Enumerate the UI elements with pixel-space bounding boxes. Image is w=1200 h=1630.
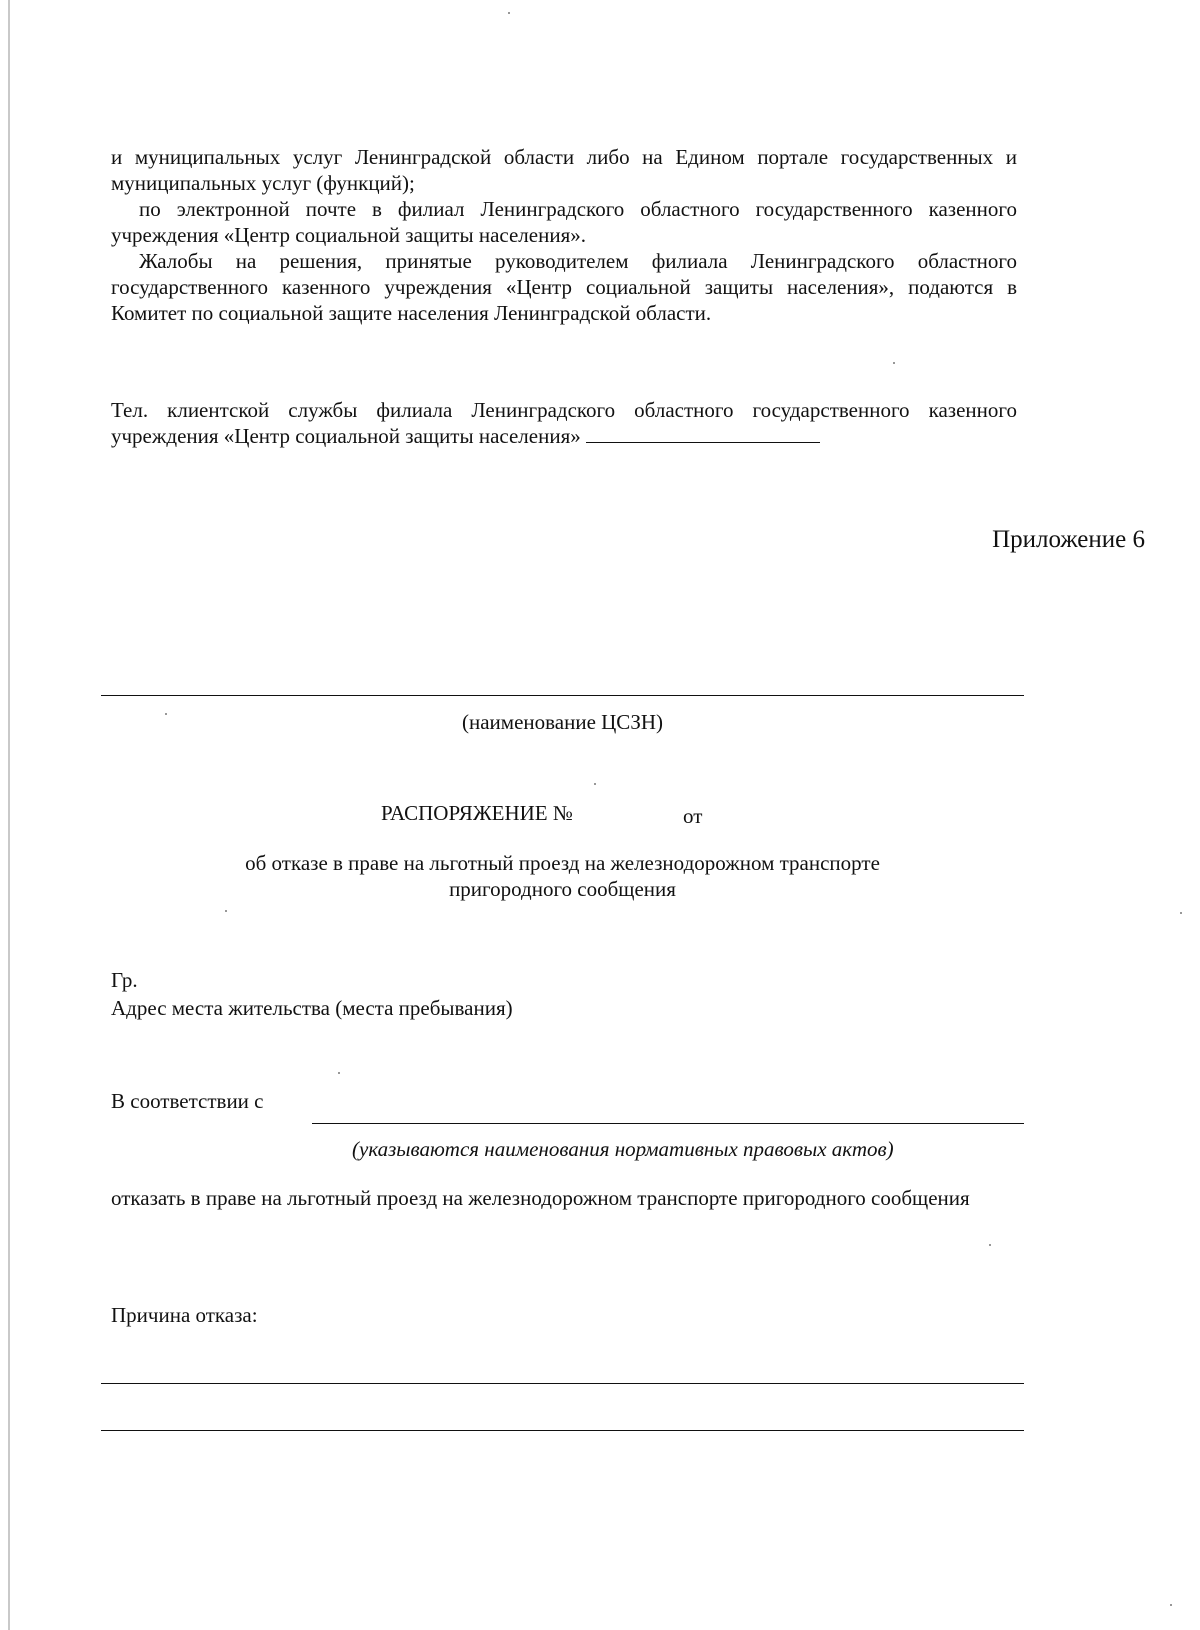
phone-line [111, 397, 1017, 449]
scan-speck [1170, 1604, 1172, 1606]
reason-label: Причина отказа: [111, 1303, 258, 1327]
phone-blank-field [586, 426, 820, 443]
phone-line-text: Тел. клиентской службы филиала Ленинградского областного государственного казенного учреждения «Центр социальной защиты населения» [111, 398, 1017, 448]
paragraph-email-channel: по электронной почте в филиал Ленинградского областного государственного казенного учреждения «Центр социальной защиты населения». [111, 197, 1017, 247]
scan-speck [338, 1072, 340, 1074]
org-name-caption: (наименование ЦСЗН) [462, 710, 663, 734]
decree-subject-line1: об отказе в праве на льготный проезд на железнодорожном транспорте [245, 851, 880, 875]
scan-speck [165, 713, 167, 715]
reason-line-1 [101, 1383, 1024, 1384]
paragraph-channels-continued: и муниципальных услуг Ленинградской области либо на Едином портале государственных и муниципальных услуг (функций); [111, 145, 1017, 195]
scan-speck [225, 910, 227, 912]
citizen-label: Гр. [111, 968, 138, 992]
scan-speck [594, 783, 596, 785]
org-name-line [101, 695, 1024, 696]
scan-speck [989, 1244, 991, 1246]
scan-speck [893, 362, 895, 364]
address-label: Адрес места жительства (места пребывания) [111, 996, 513, 1020]
scan-edge [8, 0, 10, 1630]
reason-line-2 [101, 1430, 1024, 1431]
appendix-label: Приложение 6 [992, 526, 1145, 553]
scan-speck [1180, 912, 1182, 914]
acts-line [312, 1123, 1024, 1124]
scan-speck [508, 12, 510, 14]
refusal-text: отказать в праве на льготный проезд на железнодорожном транспорте пригородного сообщения [111, 1186, 970, 1210]
accordance-label: В соответствии с [111, 1089, 264, 1113]
acts-hint: (указываются наименования нормативных правовых актов) [352, 1137, 894, 1161]
decree-title: РАСПОРЯЖЕНИЕ № [381, 801, 573, 825]
decree-date-label: от [683, 804, 703, 828]
paragraph-complaints: Жалобы на решения, принятые руководителем филиала Ленинградского областного государственного казенного учреждения «Центр социальной защиты населения», подаются в Комитет по социальной защите населения Ленинградской области. [111, 249, 1017, 325]
decree-subject-line2: пригородного сообщения [449, 877, 676, 901]
